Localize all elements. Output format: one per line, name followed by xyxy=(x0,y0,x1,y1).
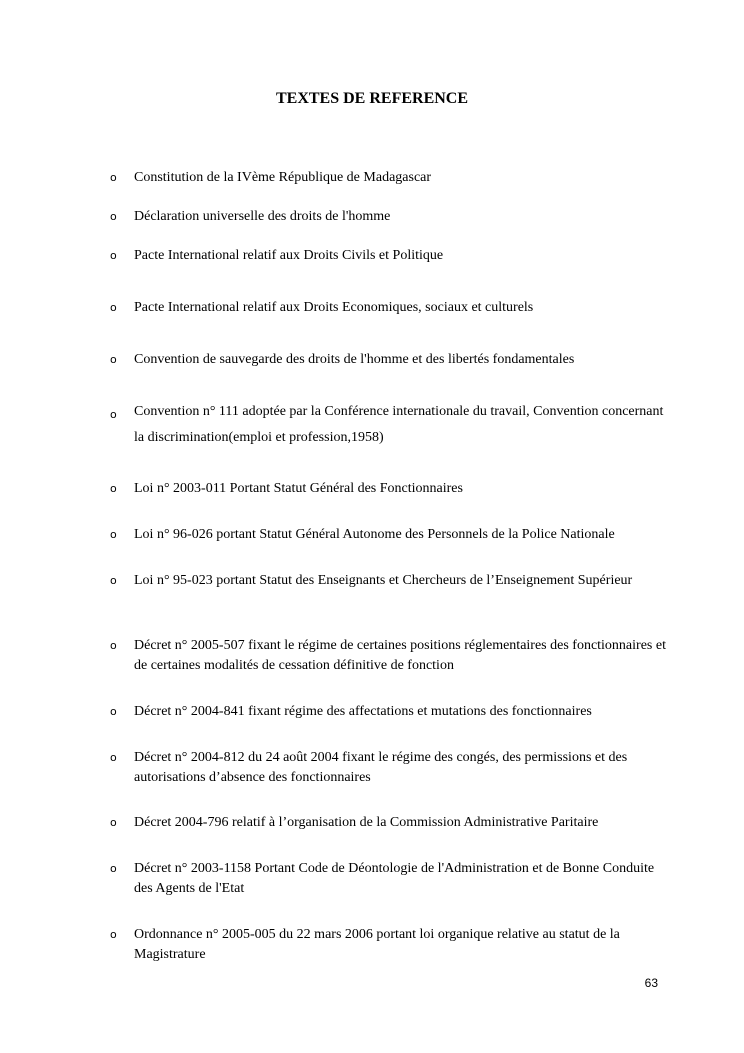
list-item-text: Convention n° 111 adoptée par la Conférence internationale du travail, Convention concernant la discrimination(emploi et profession,1958) xyxy=(134,404,664,445)
bullet-marker: o xyxy=(110,862,117,875)
list-item xyxy=(110,246,670,266)
list-item xyxy=(110,813,670,833)
bullet-marker: o xyxy=(110,816,117,829)
page-number: 63 xyxy=(644,976,658,990)
list-item xyxy=(110,702,670,722)
bullet-marker: o xyxy=(110,408,117,421)
list-item-text: Décret n° 2004-841 fixant régime des affectations et mutations des fonctionnaires xyxy=(134,704,592,719)
list-item-text: Loi n° 96-026 portant Statut Général Autonome des Personnels de la Police Nationale xyxy=(134,527,615,542)
list-item xyxy=(110,525,670,545)
bullet-marker: o xyxy=(110,528,117,541)
list-item xyxy=(110,859,670,899)
page-title: TEXTES DE REFERENCE xyxy=(275,90,469,107)
list-item-text: Décret n° 2004-812 du 24 août 2004 fixant le régime des congés, des permissions et des autorisations d’absence des fonctionnaires xyxy=(134,750,628,785)
list-item xyxy=(110,636,670,676)
list-item xyxy=(110,207,670,227)
list-item-text: Décret 2004-796 relatif à l’organisation de la Commission Administrative Paritaire xyxy=(134,815,599,830)
bullet-marker: o xyxy=(110,639,117,652)
bullet-marker: o xyxy=(110,171,117,184)
bullet-marker: o xyxy=(110,751,117,764)
list-item xyxy=(110,925,670,965)
list-item-text: Loi n° 2003-011 Portant Statut Général des Fonctionnaires xyxy=(134,481,463,496)
list-item xyxy=(110,298,670,318)
list-item-text: Décret n° 2003-1158 Portant Code de Déontologie de l'Administration et de Bonne Conduite des Agents de l'Etat xyxy=(134,861,655,896)
list-item xyxy=(110,350,670,370)
bullet-marker: o xyxy=(110,249,117,262)
list-item-text: Pacte International relatif aux Droits Economiques, sociaux et culturels xyxy=(134,300,534,315)
list-item-text: Loi n° 95-023 portant Statut des Enseignants et Chercheurs de l’Enseignement Supérieur xyxy=(134,573,633,588)
bullet-marker: o xyxy=(110,928,117,941)
bullet-marker: o xyxy=(110,353,117,366)
list-item xyxy=(110,168,670,188)
list-item xyxy=(110,399,670,451)
list-item-text: Déclaration universelle des droits de l'homme xyxy=(134,209,391,224)
list-item xyxy=(110,571,670,591)
list-item xyxy=(110,748,670,788)
list-item-text: Pacte International relatif aux Droits Civils et Politique xyxy=(134,248,444,263)
list-item-text: Ordonnance n° 2005-005 du 22 mars 2006 portant loi organique relative au statut de la Magistrature xyxy=(134,927,620,962)
list-item-text: Convention de sauvegarde des droits de l'homme et des libertés fondamentales xyxy=(134,352,575,367)
bullet-marker: o xyxy=(110,705,117,718)
bullet-marker: o xyxy=(110,301,117,314)
list-item-text: Décret n° 2005-507 fixant le régime de certaines positions réglementaires des fonctionnaires et de certaines modalités de cessation définitive de fonction xyxy=(134,638,666,673)
bullet-marker: o xyxy=(110,210,117,223)
list-item xyxy=(110,479,670,499)
bullet-marker: o xyxy=(110,482,117,495)
bullet-marker: o xyxy=(110,574,117,587)
list-item-text: Constitution de la IVème République de Madagascar xyxy=(134,170,432,185)
